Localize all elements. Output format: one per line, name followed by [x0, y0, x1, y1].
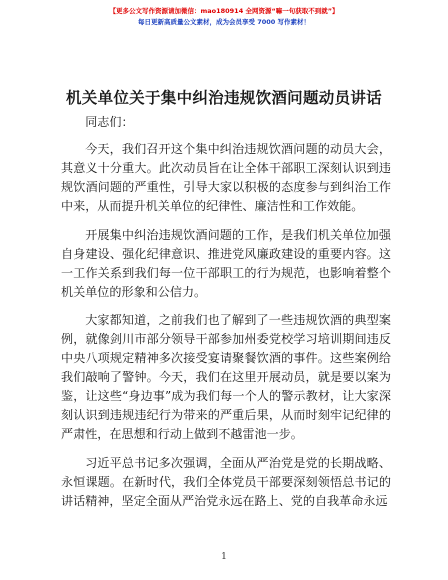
- paragraph-3: 大家都知道，之前我们也了解到了一些违规饮酒的典型案例，就像剑川市部分领导干部参加州委党校学习培训期间违反中央八项规定精神多次接受宴请聚餐饮酒的事件。这些案例给我们敲响了警钟。今天，我们在这里开展动员，就是要以案为鉴，让这些“身边事”成为我们每一个人的警示教材，让大家深刻认识到违规违纪行为带来的严重后果，从而时刻牢记纪律的严肃性，在思想和行动上做到不越雷池一步。: [61, 313, 391, 442]
- page-number: 1: [221, 552, 227, 562]
- document-title: 机关单位关于集中纠治违规饮酒问题动员讲话: [65, 89, 382, 107]
- paragraph-2: 开展集中纠治违规饮酒问题的工作，是我们机关单位加强自身建设、强化纪律意识、推进党风廉政建设的重要内容。这一工作关系到我们每一位干部职工的行为规范，也影响着整个机关单位的形象和公信力。: [61, 227, 391, 299]
- document-body: [61, 113, 391, 520]
- promo-banner: [0, 6, 448, 28]
- paragraph-1: 今天，我们召开这个集中纠治违规饮酒问题的动员大会，其意义十分重大。此次动员旨在让全体干部职工深刻认识到违规饮酒问题的严重性，引导大家以积极的态度参与到纠治工作中来，从而提升机关单位的纪律性、廉洁性和工作效能。: [61, 142, 391, 213]
- paragraph-4: 习近平总书记多次强调，全面从严治党是党的长期战略、永恒课题。在新时代，我们全体党员干部要深刻领悟总书记的讲话精神，坚定全面从严治党永远在路上、党的自我革命永远: [61, 455, 391, 508]
- promo-banner-line-1: 【更多公文写作资源请加微信：mao180914 全网资源“嘛一句获取不到就”】: [109, 7, 339, 15]
- greeting: 同志们：: [85, 115, 134, 129]
- promo-banner-line-2: 每日更新高质量公文素材，成为会员享受 7000 写作素材！: [137, 18, 311, 26]
